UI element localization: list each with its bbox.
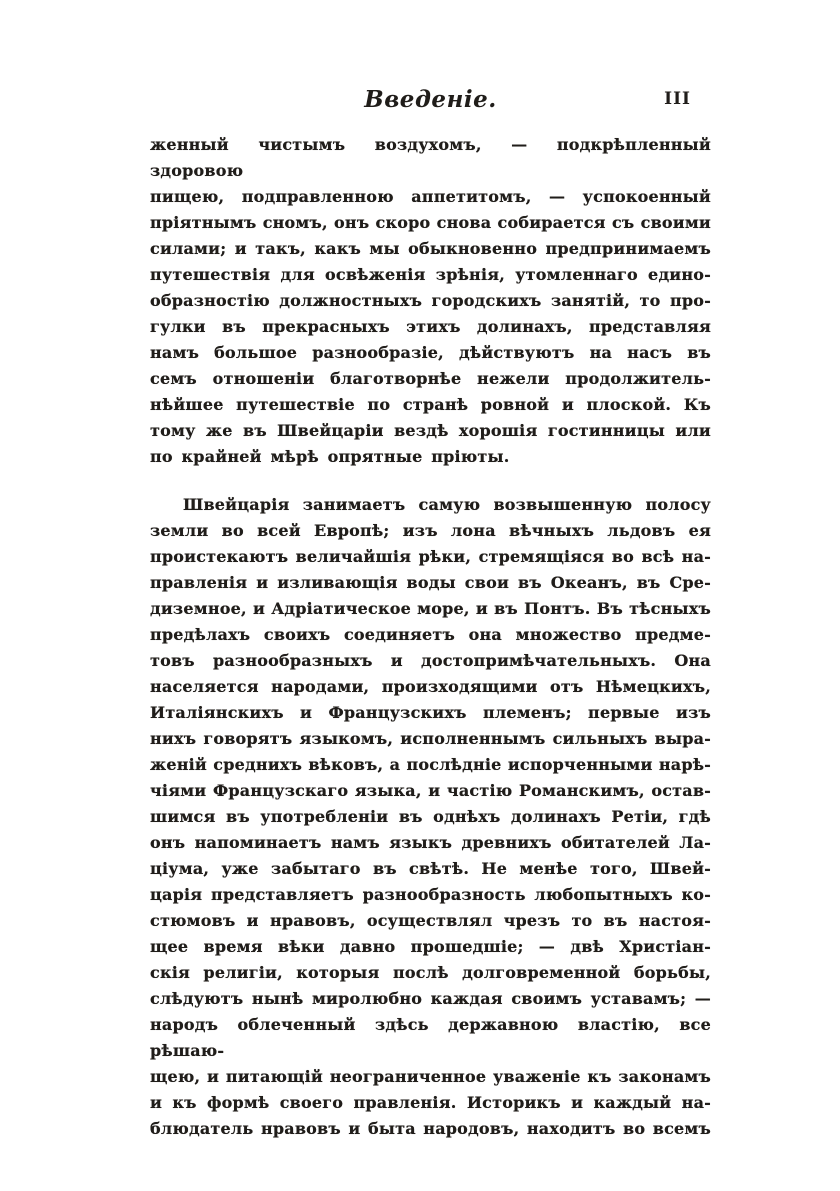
- text-line: проистекаютъ величайшія рѣки, стремящіяся во всѣ на-: [150, 547, 711, 566]
- text-line: шимся въ употребленіи въ однѣхъ долинахъ Ретіи, гдѣ: [150, 807, 711, 826]
- running-title: Введеніе.: [364, 86, 497, 113]
- text-line: земли во всей Европѣ; изъ лона вѣчныхъ льдовъ ея: [150, 521, 711, 540]
- text-line: и къ формѣ своего правленія. Историкъ и каждый на-: [150, 1093, 711, 1112]
- text-line: путешествія для освѣженія зрѣнія, утомленнаго едино-: [150, 265, 711, 284]
- text-line: по крайней мѣрѣ опрятные пріюты.: [150, 447, 510, 466]
- text-line: Италіянскихъ и Французскихъ племенъ; первые изъ: [150, 703, 711, 722]
- text-line: слѣдуютъ нынѣ миролюбно каждая своимъ уставамъ; —: [150, 989, 711, 1008]
- text-line: стюмовъ и нравовъ, осуществлял чрезъ то въ настоя-: [150, 911, 711, 930]
- text-line: намъ большое разнообразіе, дѣйствуютъ на насъ въ: [150, 343, 711, 362]
- text-line: царія представляетъ разнообразность любопытныхъ ко-: [150, 885, 711, 904]
- text-line: женій среднихъ вѣковъ, а послѣдніе испорченными нарѣ-: [150, 755, 711, 774]
- paragraph: [150, 132, 711, 470]
- text-line: населяется народами, произходящими отъ Нѣмецкихъ,: [150, 677, 711, 696]
- text-line: правленія и изливающія воды свои въ Океанъ, въ Сре-: [150, 573, 711, 592]
- text-line: блюдатель нравовъ и быта народовъ, находитъ во всемъ: [150, 1119, 711, 1138]
- text-line: диземное, и Адріатическое море, и въ Понтъ. Въ тѣсныхъ: [150, 599, 711, 618]
- text-line: скія религіи, которыя послѣ долговременной борьбы,: [150, 963, 711, 982]
- text-line: гулки въ прекрасныхъ этихъ долинахъ, представляя: [150, 317, 711, 336]
- text-line: щею, и питающій неограниченное уваженіе къ законамъ: [150, 1067, 711, 1086]
- text-line: силами; и такъ, какъ мы обыкновенно предпринимаемъ: [150, 239, 711, 258]
- paragraph: [150, 492, 711, 1142]
- text-line: тому же въ Швейцаріи вездѣ хорошія гостинницы или: [150, 421, 711, 440]
- text-line: Швейцарія занимаетъ самую возвышенную полосу: [183, 495, 711, 514]
- text-line: онъ напоминаетъ намъ языкъ древнихъ обитателей Ла-: [150, 833, 711, 852]
- text-line: щее время вѣки давно прошедшіе; — двѣ Христіан-: [150, 937, 711, 956]
- text-line: народъ облеченный здѣсь державною властію, все рѣшаю-: [150, 1015, 711, 1060]
- text-line: товъ разнообразныхъ и достопримѣчательныхъ. Она: [150, 651, 711, 670]
- page-number: III: [664, 89, 691, 109]
- body-text: [150, 132, 711, 1142]
- page-header: [150, 86, 711, 116]
- text-line: пріятнымъ сномъ, онъ скоро снова собирается съ своими: [150, 213, 711, 232]
- text-line: женный чистымъ воздухомъ, — подкрѣпленный здоровою: [150, 135, 711, 180]
- text-line: предѣлахъ своихъ соединяетъ она множество предме-: [150, 625, 711, 644]
- text-block: [150, 86, 711, 1142]
- text-line: пищею, подправленною аппетитомъ, — успокоенный: [150, 187, 711, 206]
- text-line: чіями Французскаго языка, и частію Романскимъ, остав-: [150, 781, 711, 800]
- text-line: образностію должностныхъ городскихъ занятій, то про-: [150, 291, 711, 310]
- text-line: семъ отношеніи благотворнѣе нежели продолжитель-: [150, 369, 711, 388]
- text-line: нѣйшее путешествіе по странѣ ровной и плоской. Къ: [150, 395, 711, 414]
- text-line: ціума, уже забытаго въ свѣтѣ. Не менѣе того, Швей-: [150, 859, 711, 878]
- text-line: нихъ говорятъ языкомъ, исполненнымъ сильныхъ выра-: [150, 729, 711, 748]
